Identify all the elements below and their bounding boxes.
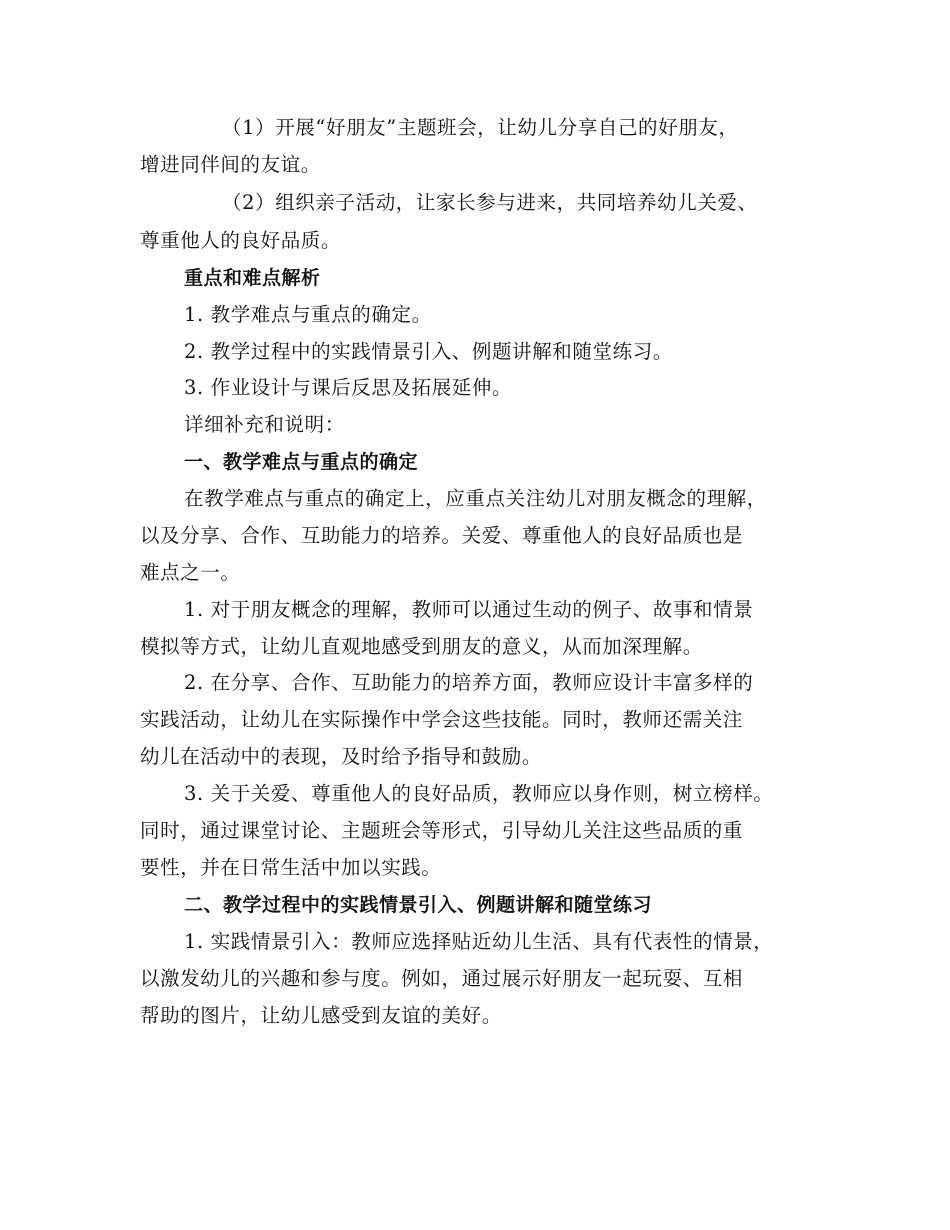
- paragraph-line: 增进同伴间的友谊。: [140, 153, 321, 176]
- section-heading: 一、教学难点与重点的确定: [184, 451, 419, 473]
- paragraph-line: 难点之一。: [140, 561, 241, 584]
- paragraph-line: 以及分享、合作、互助能力的培养。关爱、尊重他人的良好品质也是: [140, 524, 744, 547]
- paragraph-line: （2）组织亲子活动，让家长参与进来，共同培养幼儿关爱、: [222, 191, 758, 214]
- paragraph-line: 尊重他人的良好品质。: [140, 229, 342, 252]
- list-item: 3. 作业设计与课后反思及拓展延伸。: [184, 376, 513, 399]
- section-heading: 重点和难点解析: [184, 267, 321, 289]
- paragraph-line: 在教学难点与重点的确定上，应重点关注幼儿对朋友概念的理解，: [184, 487, 767, 510]
- paragraph-line: 实践活动，让幼儿在实际操作中学会这些技能。同时，教师还需关注: [140, 708, 744, 731]
- paragraph-line: 帮助的图片，让幼儿感受到友谊的美好。: [140, 1004, 502, 1027]
- paragraph-line: 3. 关于关爱、尊重他人的良好品质，教师应以身作则，树立榜样。: [184, 782, 774, 805]
- list-item: 2. 教学过程中的实践情景引入、例题讲解和随堂练习。: [184, 340, 673, 363]
- section-heading: 二、教学过程中的实践情景引入、例题讲解和随堂练习: [184, 894, 653, 916]
- paragraph-line: 1. 对于朋友概念的理解，教师可以通过生动的例子、故事和情景: [184, 598, 754, 621]
- paragraph-line: 详细补充和说明：: [184, 413, 345, 436]
- paragraph-line: 幼儿在活动中的表现，及时给予指导和鼓励。: [140, 745, 543, 768]
- list-item: 1. 教学难点与重点的确定。: [184, 303, 432, 326]
- paragraph-line: 要性，并在日常生活中加以实践。: [140, 856, 442, 879]
- paragraph-line: 1. 实践情景引入：教师应选择贴近幼儿生活、具有代表性的情景，: [184, 930, 774, 953]
- paragraph-line: （1）开展“好朋友”主题班会，让幼儿分享自己的好朋友，: [222, 116, 739, 139]
- paragraph-line: 模拟等方式，让幼儿直观地感受到朋友的意义，从而加深理解。: [140, 635, 703, 658]
- paragraph-line: 以激发幼儿的兴趣和参与度。例如，通过展示好朋友一起玩耍、互相: [140, 967, 744, 990]
- paragraph-line: 2. 在分享、合作、互助能力的培养方面，教师应设计丰富多样的: [184, 671, 754, 694]
- paragraph-line: 同时，通过课堂讨论、主题班会等形式，引导幼儿关注这些品质的重: [140, 819, 744, 842]
